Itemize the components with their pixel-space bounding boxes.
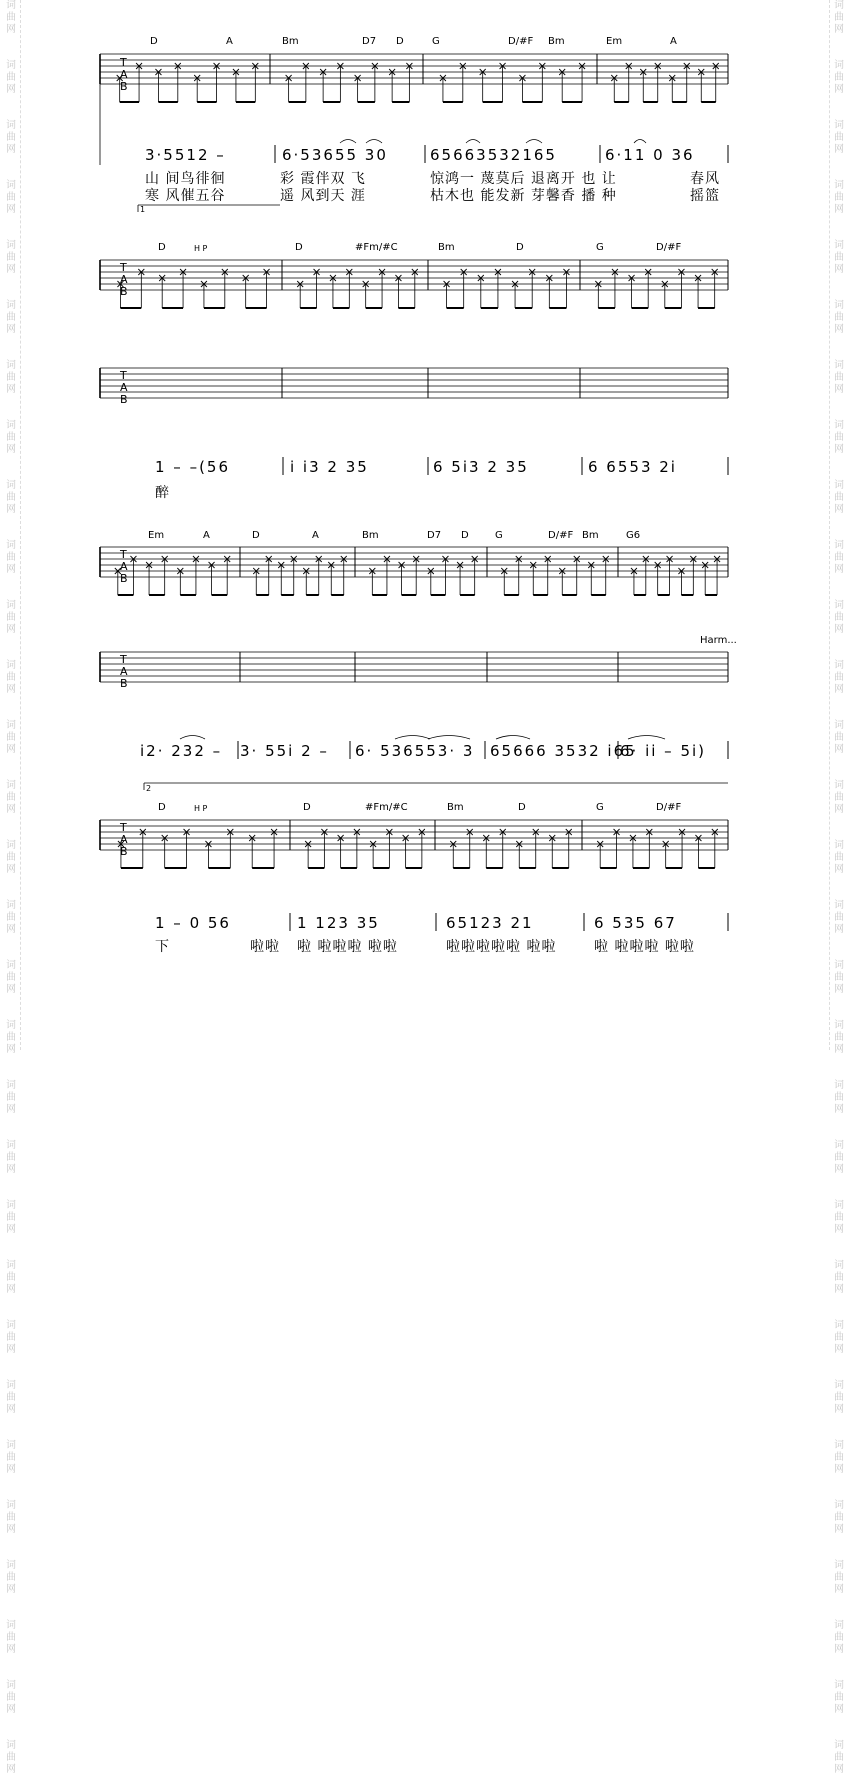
chord-label: Bm — [438, 242, 455, 253]
tab-letter-t: T — [120, 548, 127, 561]
numbered-measure: i i3 2 35 — [290, 458, 369, 476]
numbered-measure: 65666 3532 i65 — [490, 742, 637, 760]
lyric-line: 枯木也 能发新 芽馨香 播 种 — [430, 188, 617, 204]
lyric-line: 山 间鸟徘徊 — [145, 171, 226, 187]
harmonics-mark: Harm... — [700, 635, 737, 646]
lyric-line: 啦 啦啦啦 啦啦 — [594, 939, 695, 955]
slur — [634, 140, 646, 144]
chord-label: Bm — [582, 530, 599, 541]
numbered-measure: 3·5512 – — [145, 146, 226, 164]
lyric-line: 寒 风催五谷 — [145, 188, 226, 204]
chord-label: Bm — [362, 530, 379, 541]
chord-label: #Fm/#C — [355, 242, 398, 253]
chord-label: D — [150, 36, 158, 47]
slur — [496, 736, 530, 740]
chord-label: D — [158, 802, 166, 813]
chord-label: G — [432, 36, 440, 47]
tab-letter-t: T — [120, 821, 127, 834]
chord-label: D — [252, 530, 260, 541]
chord-label: D/#F — [548, 530, 574, 541]
watermark-left: 词 曲 网 词 曲 网 词 曲 网 词 曲 网 词 曲 网 词 曲 网 词 曲 网 词 曲 网 词 曲 网 词 曲 网 词 曲 网 词 曲 网 词 曲 网 词 曲 网 词 曲 网 词 曲 网 词 曲 网 词 曲 网 词 曲 网 词 曲 网 词 曲 网 词 曲 网 词 曲 网 词 曲 网 词 曲 网 词 曲 网 词 曲 网 词 曲 网 词 曲 网 词 曲 网 — [2, 0, 21, 1050]
numbered-measure: 6·11 0 36 — [605, 146, 695, 164]
chord-label: G6 — [626, 530, 641, 541]
tab-letter-b: B — [120, 393, 128, 406]
slur — [526, 140, 542, 144]
chord-label: Bm — [548, 36, 565, 47]
chord-label: D — [303, 802, 311, 813]
chord-label: A — [226, 36, 233, 47]
chord-label: G — [495, 530, 503, 541]
chord-label: Em — [148, 530, 165, 541]
numbered-measure: i2· 232 – — [140, 742, 223, 760]
numbered-measure: 6 5i3 2 35 — [433, 458, 529, 476]
tab-letter-a: A — [120, 665, 128, 678]
chord-label: G — [596, 802, 604, 813]
slur — [366, 140, 382, 144]
slur — [180, 736, 205, 740]
chord-label: D — [295, 242, 303, 253]
numbered-measure: 6· 536553· 3 — [355, 742, 475, 760]
hammer-pull-mark: H P — [194, 244, 208, 253]
chord-label: D7 — [427, 530, 442, 541]
chord-label: D — [396, 36, 404, 47]
chord-label: D — [158, 242, 166, 253]
hammer-pull-mark: H P — [194, 804, 208, 813]
slur — [395, 736, 430, 740]
numbered-measure: 6 535 67 — [594, 914, 677, 932]
chord-label: D/#F — [656, 802, 682, 813]
chord-label: D/#F — [656, 242, 682, 253]
numbered-measure: 1 – 0 56 — [155, 914, 231, 932]
tab-letter-b: B — [120, 80, 128, 93]
tab-letter-t: T — [120, 653, 127, 666]
numbered-measure: 6 6553 2i — [588, 458, 677, 476]
chord-label: A — [203, 530, 210, 541]
slur — [340, 140, 356, 144]
chord-label: Bm — [447, 802, 464, 813]
lyric-line: 遥 风到天 涯 — [280, 188, 366, 204]
chord-label: D/#F — [508, 36, 534, 47]
numbered-measure: 6· ii – 5i) — [620, 742, 707, 760]
numbered-measure: 6·53655 30 — [282, 146, 388, 164]
numbered-measure: 1 – –(56 — [155, 458, 231, 476]
lyric-line: 春风 — [690, 171, 720, 187]
lyric-line: 啦啦啦啦啦 啦啦 — [446, 939, 557, 955]
lyric-line: 啦 啦啦啦 啦啦 — [297, 939, 398, 955]
tab-letter-a: A — [120, 560, 128, 573]
chord-label: A — [312, 530, 319, 541]
chord-label: Bm — [282, 36, 299, 47]
lyric-line: 醉 — [155, 485, 170, 501]
volta-number: 1 — [140, 205, 146, 214]
slur — [466, 140, 480, 144]
numbered-measure: 1 123 35 — [297, 914, 380, 932]
chord-label: D — [518, 802, 526, 813]
tab-letter-a: A — [120, 273, 128, 286]
slur — [628, 736, 665, 740]
tab-letter-t: T — [120, 369, 127, 382]
lyric-line: 彩 霞伴双 飞 — [280, 171, 366, 187]
chord-label: Em — [606, 36, 623, 47]
chord-label: #Fm/#C — [365, 802, 408, 813]
lyric-line: 啦啦 — [250, 939, 280, 955]
numbered-measure: 65123 21 — [446, 914, 534, 932]
tab-letter-t: T — [120, 261, 127, 274]
chord-label: D7 — [362, 36, 377, 47]
chord-label: D — [461, 530, 469, 541]
chord-label: A — [670, 36, 677, 47]
numbered-measure: 65663532165 — [430, 146, 557, 164]
tab-letter-t: T — [120, 56, 127, 69]
tab-letter-a: A — [120, 381, 128, 394]
slur — [428, 736, 470, 740]
tab-letter-b: B — [120, 677, 128, 690]
lyric-line: 摇篮 — [690, 188, 720, 204]
lyric-line: 惊鸿一 蔑莫后 退离开 也 让 — [430, 171, 617, 187]
tab-letter-a: A — [120, 833, 128, 846]
tab-letter-b: B — [120, 845, 128, 858]
tab-letter-a: A — [120, 68, 128, 81]
tab-letter-b: B — [120, 285, 128, 298]
numbered-measure: 3· 55i 2 – — [240, 742, 329, 760]
watermark-right: 词 曲 网 词 曲 网 词 曲 网 词 曲 网 词 曲 网 词 曲 网 词 曲 网 词 曲 网 词 曲 网 词 曲 网 词 曲 网 词 曲 网 词 曲 网 词 曲 网 词 曲 网 词 曲 网 词 曲 网 词 曲 网 词 曲 网 词 曲 网 词 曲 网 词 曲 网 词 曲 网 词 曲 网 词 曲 网 词 曲 网 词 曲 网 词 曲 网 词 曲 网 词 曲 网 — [829, 0, 848, 1050]
chord-label: D — [516, 242, 524, 253]
volta-number: 2 — [146, 784, 152, 793]
lyric-line: 下 — [155, 939, 170, 955]
tab-letter-b: B — [120, 572, 128, 585]
chord-label: G — [596, 242, 604, 253]
